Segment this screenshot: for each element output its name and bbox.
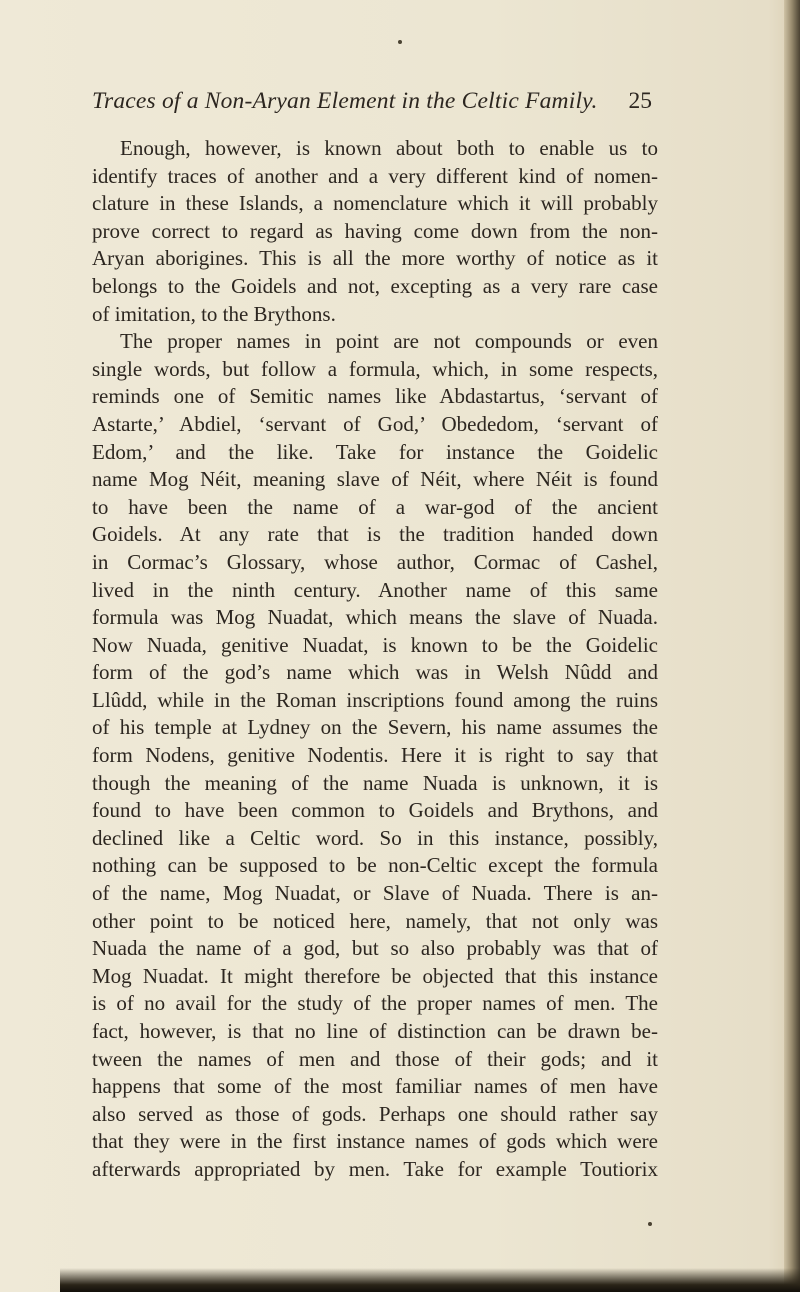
print-speck — [648, 1222, 652, 1226]
paragraph-line: Nuada the name of a god, but so also probably was that of — [92, 936, 658, 961]
paragraph-line: Mog Nuadat. It might therefore be objected that this instance — [92, 963, 658, 988]
paragraph-line: form Nodens, genitive Nodentis. Here it is right to say that — [92, 743, 658, 768]
paragraph-line: also served as those of gods. Perhaps one should rather say — [92, 1101, 658, 1126]
paragraph-line: other point to be noticed here, namely, that not only was — [92, 908, 658, 933]
paragraph-line: declined like a Celtic word. So in this instance, possibly, — [92, 825, 658, 850]
paragraph-line: Goidels. At any rate that is the tradition handed down — [92, 522, 658, 547]
paragraph-line: that they were in the first instance names of gods which were — [92, 1129, 658, 1154]
paragraph-line: fact, however, is that no line of distinction can be drawn be- — [92, 1019, 658, 1043]
paragraph-line: tween the names of men and those of their gods; and it — [92, 1046, 658, 1071]
paragraph-line: of the name, Mog Nuadat, or Slave of Nuada. There is an- — [92, 881, 658, 906]
paragraph-line: nothing can be supposed to be non-Celtic except the formula — [92, 853, 658, 878]
paragraph-line: clature in these Islands, a nomenclature which it will probably — [92, 191, 658, 216]
paragraph-line: though the meaning of the name Nuada is unknown, it is — [92, 770, 658, 795]
paragraph-line: of imitation, to the Brythons. — [92, 301, 336, 326]
paragraph-line: formula was Mog Nuadat, which means the slave of Nuada. — [92, 605, 658, 630]
paragraph-line: happens that some of the most familiar names of men have — [92, 1074, 658, 1099]
paragraph-line: of his temple at Lydney on the Severn, his name assumes the — [92, 715, 658, 740]
paragraph-line: form of the god’s name which was in Welsh Nûdd and — [92, 660, 658, 685]
print-speck — [398, 40, 402, 44]
page-number: 25 — [628, 88, 652, 114]
page-bottom-edge — [60, 1268, 800, 1292]
page-gutter-shadow — [784, 0, 800, 1292]
paragraph-line: name Mog Néit, meaning slave of Néit, where Néit is found — [92, 467, 658, 492]
paragraph-line: Llûdd, while in the Roman inscriptions found among the ruins — [92, 687, 658, 712]
paragraph-line: found to have been common to Goidels and Brythons, and — [92, 798, 658, 823]
paragraph-line: Astarte,’ Abdiel, ‘servant of God,’ Obededom, ‘servant of — [92, 411, 658, 436]
paragraph-line: belongs to the Goidels and not, excepting as a very rare case — [92, 273, 658, 298]
paragraph-line: afterwards appropriated by men. Take for example Toutiorix — [92, 1156, 658, 1181]
paragraph-line: is of no avail for the study of the proper names of men. The — [92, 991, 658, 1016]
paragraph-line: single words, but follow a formula, which, in some respects, — [92, 356, 658, 381]
paragraph-line: The proper names in point are not compounds or even — [120, 329, 658, 354]
paragraph-line: Now Nuada, genitive Nuadat, is known to be the Goidelic — [92, 632, 658, 657]
running-title: Traces of a Non-Aryan Element in the Celtic Family. — [92, 88, 598, 114]
paragraph-line: Enough, however, is known about both to enable us to — [120, 136, 658, 160]
paragraph-line: lived in the ninth century. Another name of this same — [92, 577, 658, 602]
paragraph-line: prove correct to regard as having come down from the non- — [92, 218, 658, 243]
paragraph-line: Edom,’ and the like. Take for instance the Goidelic — [92, 439, 658, 464]
paragraph-line: Aryan aborigines. This is all the more worthy of notice as it — [92, 246, 658, 271]
paragraph-line: identify traces of another and a very different kind of nomen- — [92, 163, 658, 188]
body-text — [92, 135, 658, 1184]
paragraph-line: reminds one of Semitic names like Abdastartus, ‘servant of — [92, 384, 658, 409]
paragraph-line: to have been the name of a war-god of the ancient — [92, 494, 658, 519]
running-header — [92, 88, 652, 122]
paragraph-line: in Cormac’s Glossary, whose author, Cormac of Cashel, — [92, 549, 658, 574]
